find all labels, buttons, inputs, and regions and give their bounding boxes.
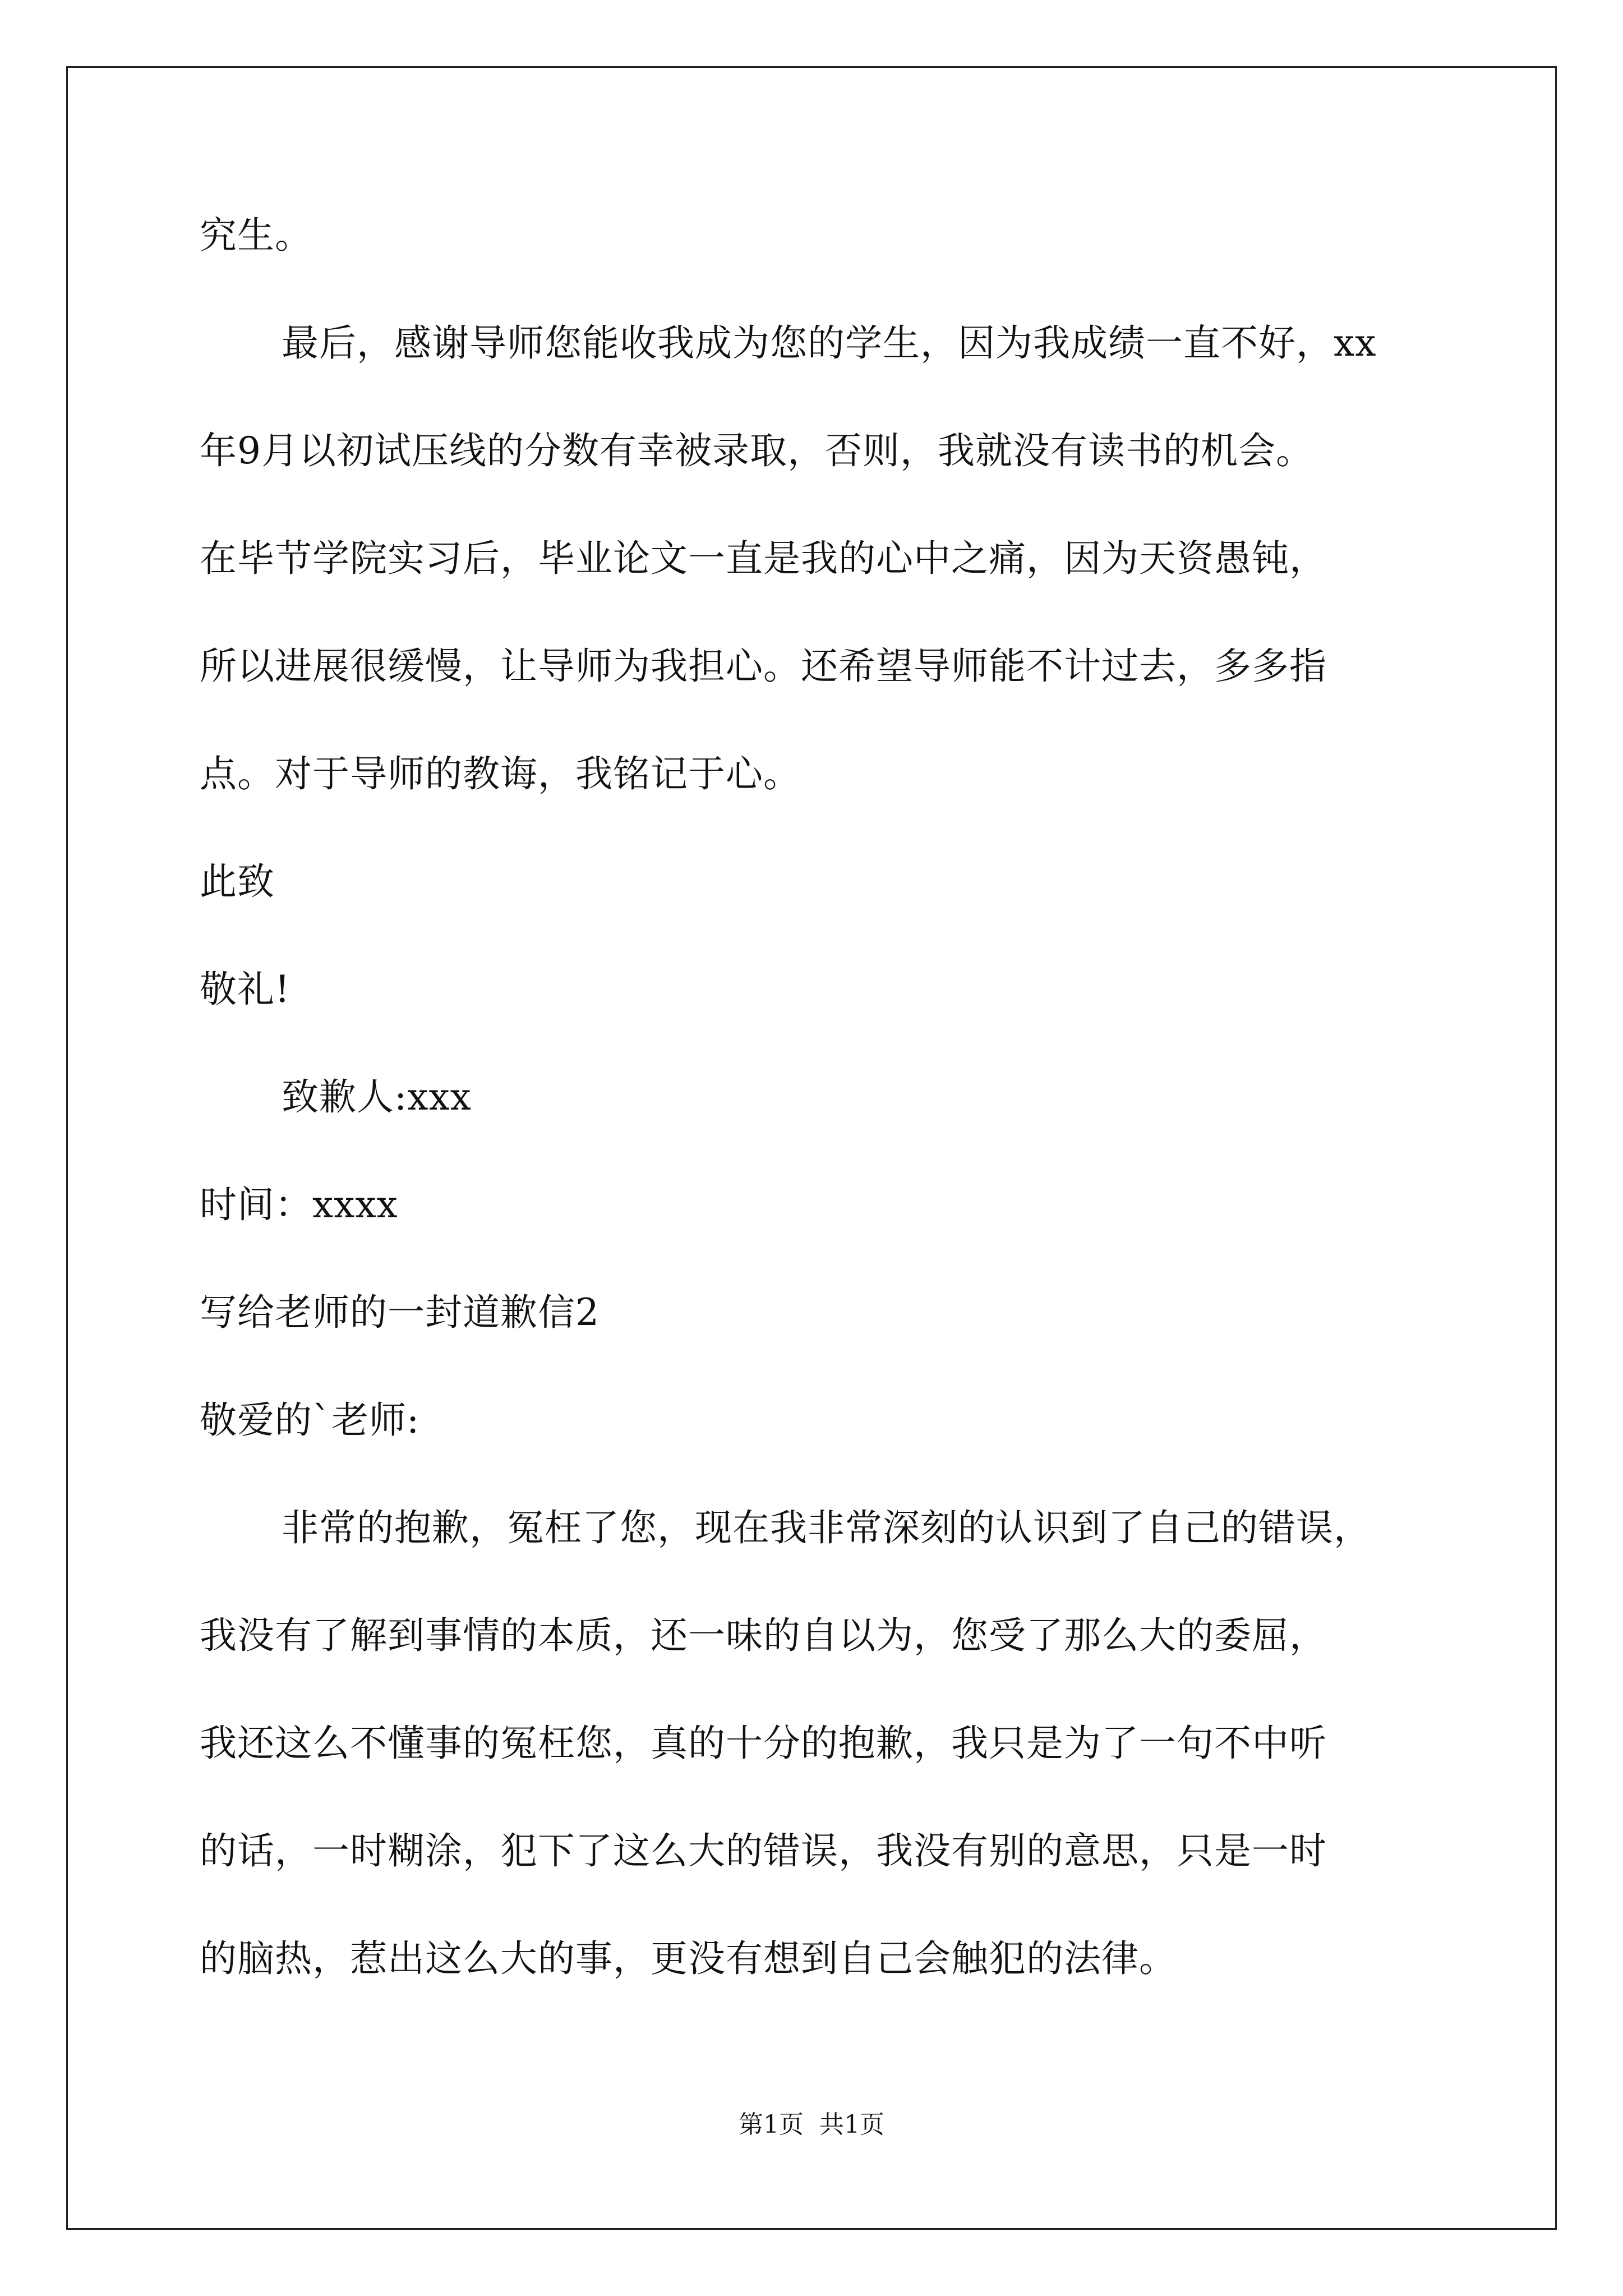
text-line: 的话，一时糊涂，犯下了这么大的错误，我没有别的意思，只是一时 bbox=[200, 1829, 1327, 1872]
page-border bbox=[66, 66, 1557, 2230]
paragraph-line: 最后，感谢导师您能收我成为您的学生，因为我成绩一直不好，xx bbox=[282, 321, 1377, 365]
signer-line: 致歉人:xxx bbox=[282, 1075, 472, 1119]
greeting-line: 敬爱的`老师: bbox=[200, 1398, 420, 1442]
paragraph-line: 非常的抱歉，冤枉了您，现在我非常深刻的认识到了自己的错误， bbox=[282, 1506, 1371, 1549]
text-line: 的脑热，惹出这么大的事，更没有想到自己会触犯的法律。 bbox=[200, 1937, 1177, 1980]
text-line: 我还这么不懂事的冤枉您，真的十分的抱歉，我只是为了一句不中听 bbox=[200, 1722, 1327, 1765]
text-line: 所以进展很缓慢，让导师为我担心。还希望导师能不计过去，多多指 bbox=[200, 645, 1327, 688]
text-line: 我没有了解到事情的本质，还一味的自以为，您受了那么大的委屈， bbox=[200, 1614, 1327, 1657]
salutation-line: 敬礼! bbox=[200, 968, 291, 1011]
section-title: 写给老师的一封道歉信2 bbox=[200, 1291, 600, 1334]
text-line: 究生。 bbox=[200, 214, 312, 257]
page-footer: 第1页 共1页 bbox=[739, 2110, 884, 2139]
text-line: 在毕节学院实习后，毕业论文一直是我的心中之痛，因为天资愚钝， bbox=[200, 537, 1327, 580]
text-line: 点。对于导师的教诲，我铭记于心。 bbox=[200, 752, 801, 795]
text-line: 年9月以初试压线的分数有幸被录取，否则，我就没有读书的机会。 bbox=[200, 429, 1313, 472]
date-line: 时间：xxxx bbox=[200, 1183, 398, 1226]
closing-line: 此致 bbox=[200, 860, 275, 903]
